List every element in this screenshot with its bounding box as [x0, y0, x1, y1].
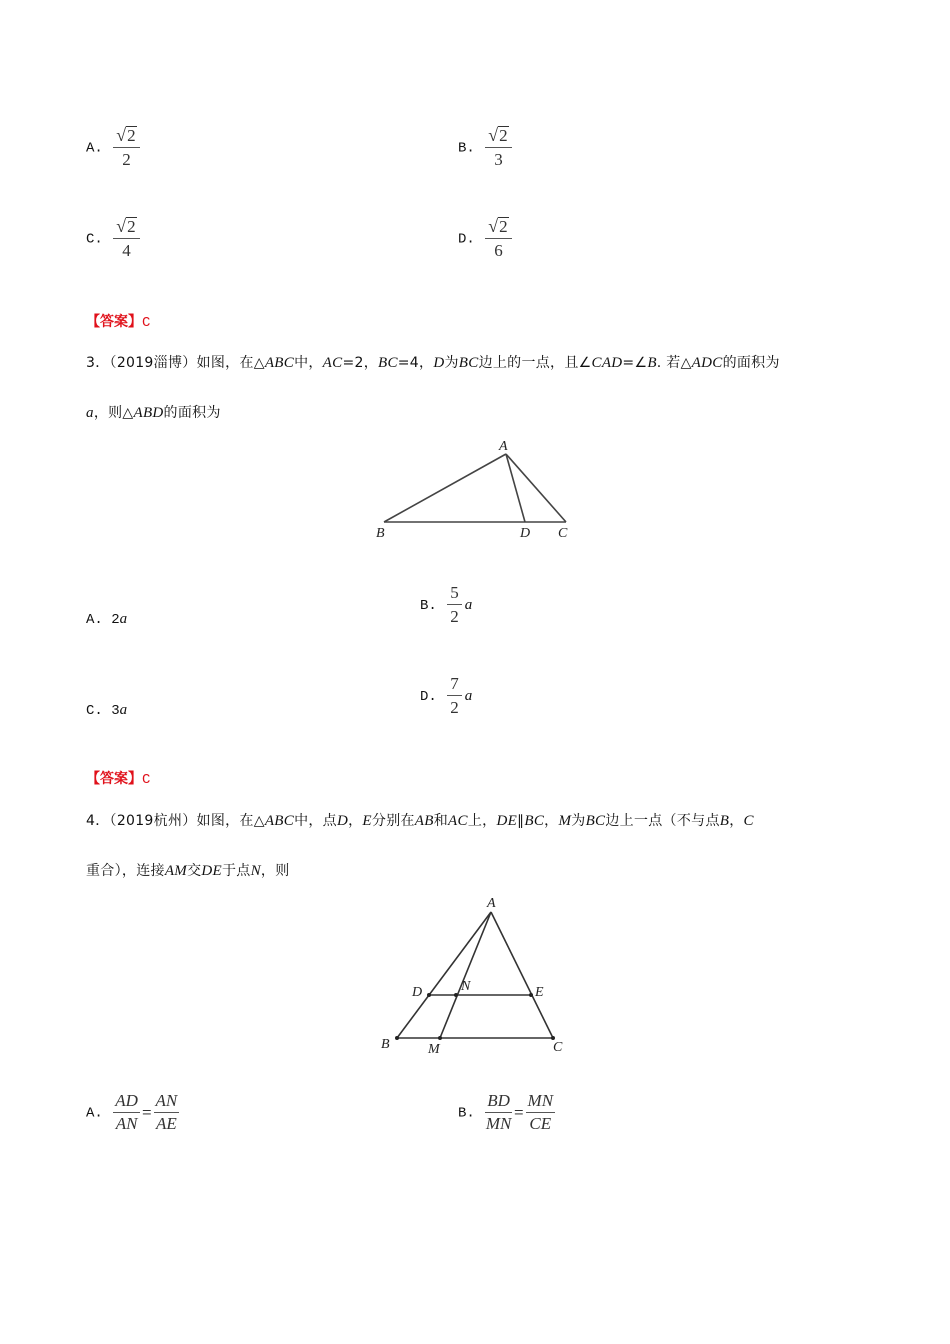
fraction: $\frac{AN}{AE}$	[155, 1091, 178, 1133]
fraction: $\frac{MN}{CE}$	[527, 1091, 554, 1133]
fraction: √ 2 3	[485, 125, 511, 170]
q4-triangle-figure	[375, 890, 575, 1060]
q3-option-c: C. 3a	[86, 702, 128, 719]
vertex-label-b: B	[381, 1037, 390, 1052]
vertex-label-m: M	[428, 1042, 440, 1057]
q3-option-d: D. $\frac{7}{2}$ a	[420, 674, 473, 717]
segment-ba	[384, 454, 506, 522]
point-b	[395, 1036, 399, 1040]
q3-option-b: B. $\frac{5}{2}$ a	[420, 583, 473, 626]
q3-stem: 3．（2019淄博）如图，在△ABC中，AC=2，BC=4，D为BC边上的一点，且∠CAD=∠B. 若△ADC的面积为	[86, 355, 780, 371]
option-label: B.	[458, 140, 475, 157]
option-label: D.	[458, 231, 475, 248]
fraction: $\frac{AD}{AN}$	[115, 1091, 138, 1133]
q2-option-c	[86, 216, 140, 261]
option-label: A.	[86, 140, 103, 157]
option-label: C.	[86, 231, 103, 248]
vertex-label-b: B	[376, 526, 385, 541]
point-n	[454, 993, 458, 997]
segment-ac	[491, 912, 553, 1038]
q3-triangle-figure	[370, 432, 580, 547]
point-m	[438, 1036, 442, 1040]
fraction: √ 2 6	[485, 216, 511, 261]
q2-answer: 【答案】C	[86, 314, 151, 331]
fraction: √ 2 2	[113, 125, 139, 170]
point-e	[529, 993, 533, 997]
vertex-label-e: E	[535, 985, 544, 1000]
vertex-label-n: N	[461, 979, 471, 994]
q4-stem-line2: 重合），连接AM交DE于点N，则	[86, 863, 290, 879]
fraction: √ 2 4	[113, 216, 139, 261]
fraction: $\frac{5}{2}$	[447, 583, 462, 627]
vertex-label-c: C	[558, 526, 568, 541]
q2-option-b	[458, 125, 512, 170]
q4-option-a: A. $\frac{AD}{AN}$ = $\frac{AN}{AE}$	[86, 1091, 178, 1133]
vertex-label-d: D	[412, 985, 423, 1000]
segment-am	[440, 912, 491, 1038]
vertex-label-c: C	[553, 1040, 563, 1055]
fraction: $\frac{BD}{MN}$	[485, 1091, 512, 1133]
vertex-label-a: A	[499, 439, 508, 454]
q2-option-d	[458, 216, 512, 261]
point-d	[427, 993, 431, 997]
q2-option-a	[86, 125, 140, 170]
fraction: $\frac{7}{2}$	[447, 674, 462, 718]
q4-option-b: B. $\frac{BD}{MN}$ = $\frac{MN}{CE}$	[458, 1091, 554, 1133]
q3-answer: 【答案】C	[86, 771, 151, 788]
vertex-label-d: D	[520, 526, 531, 541]
q4-stem: 4．（2019杭州）如图，在△ABC中，点D，E分别在AB和AC上，DE∥BC，M为BC边上一点（不与点B，C	[86, 813, 754, 829]
q3-option-a: A. 2a	[86, 611, 128, 628]
vertex-label-a: A	[487, 896, 496, 911]
q3-stem-line2: a，则△ABD的面积为	[86, 405, 221, 421]
segment-ab	[397, 912, 491, 1038]
